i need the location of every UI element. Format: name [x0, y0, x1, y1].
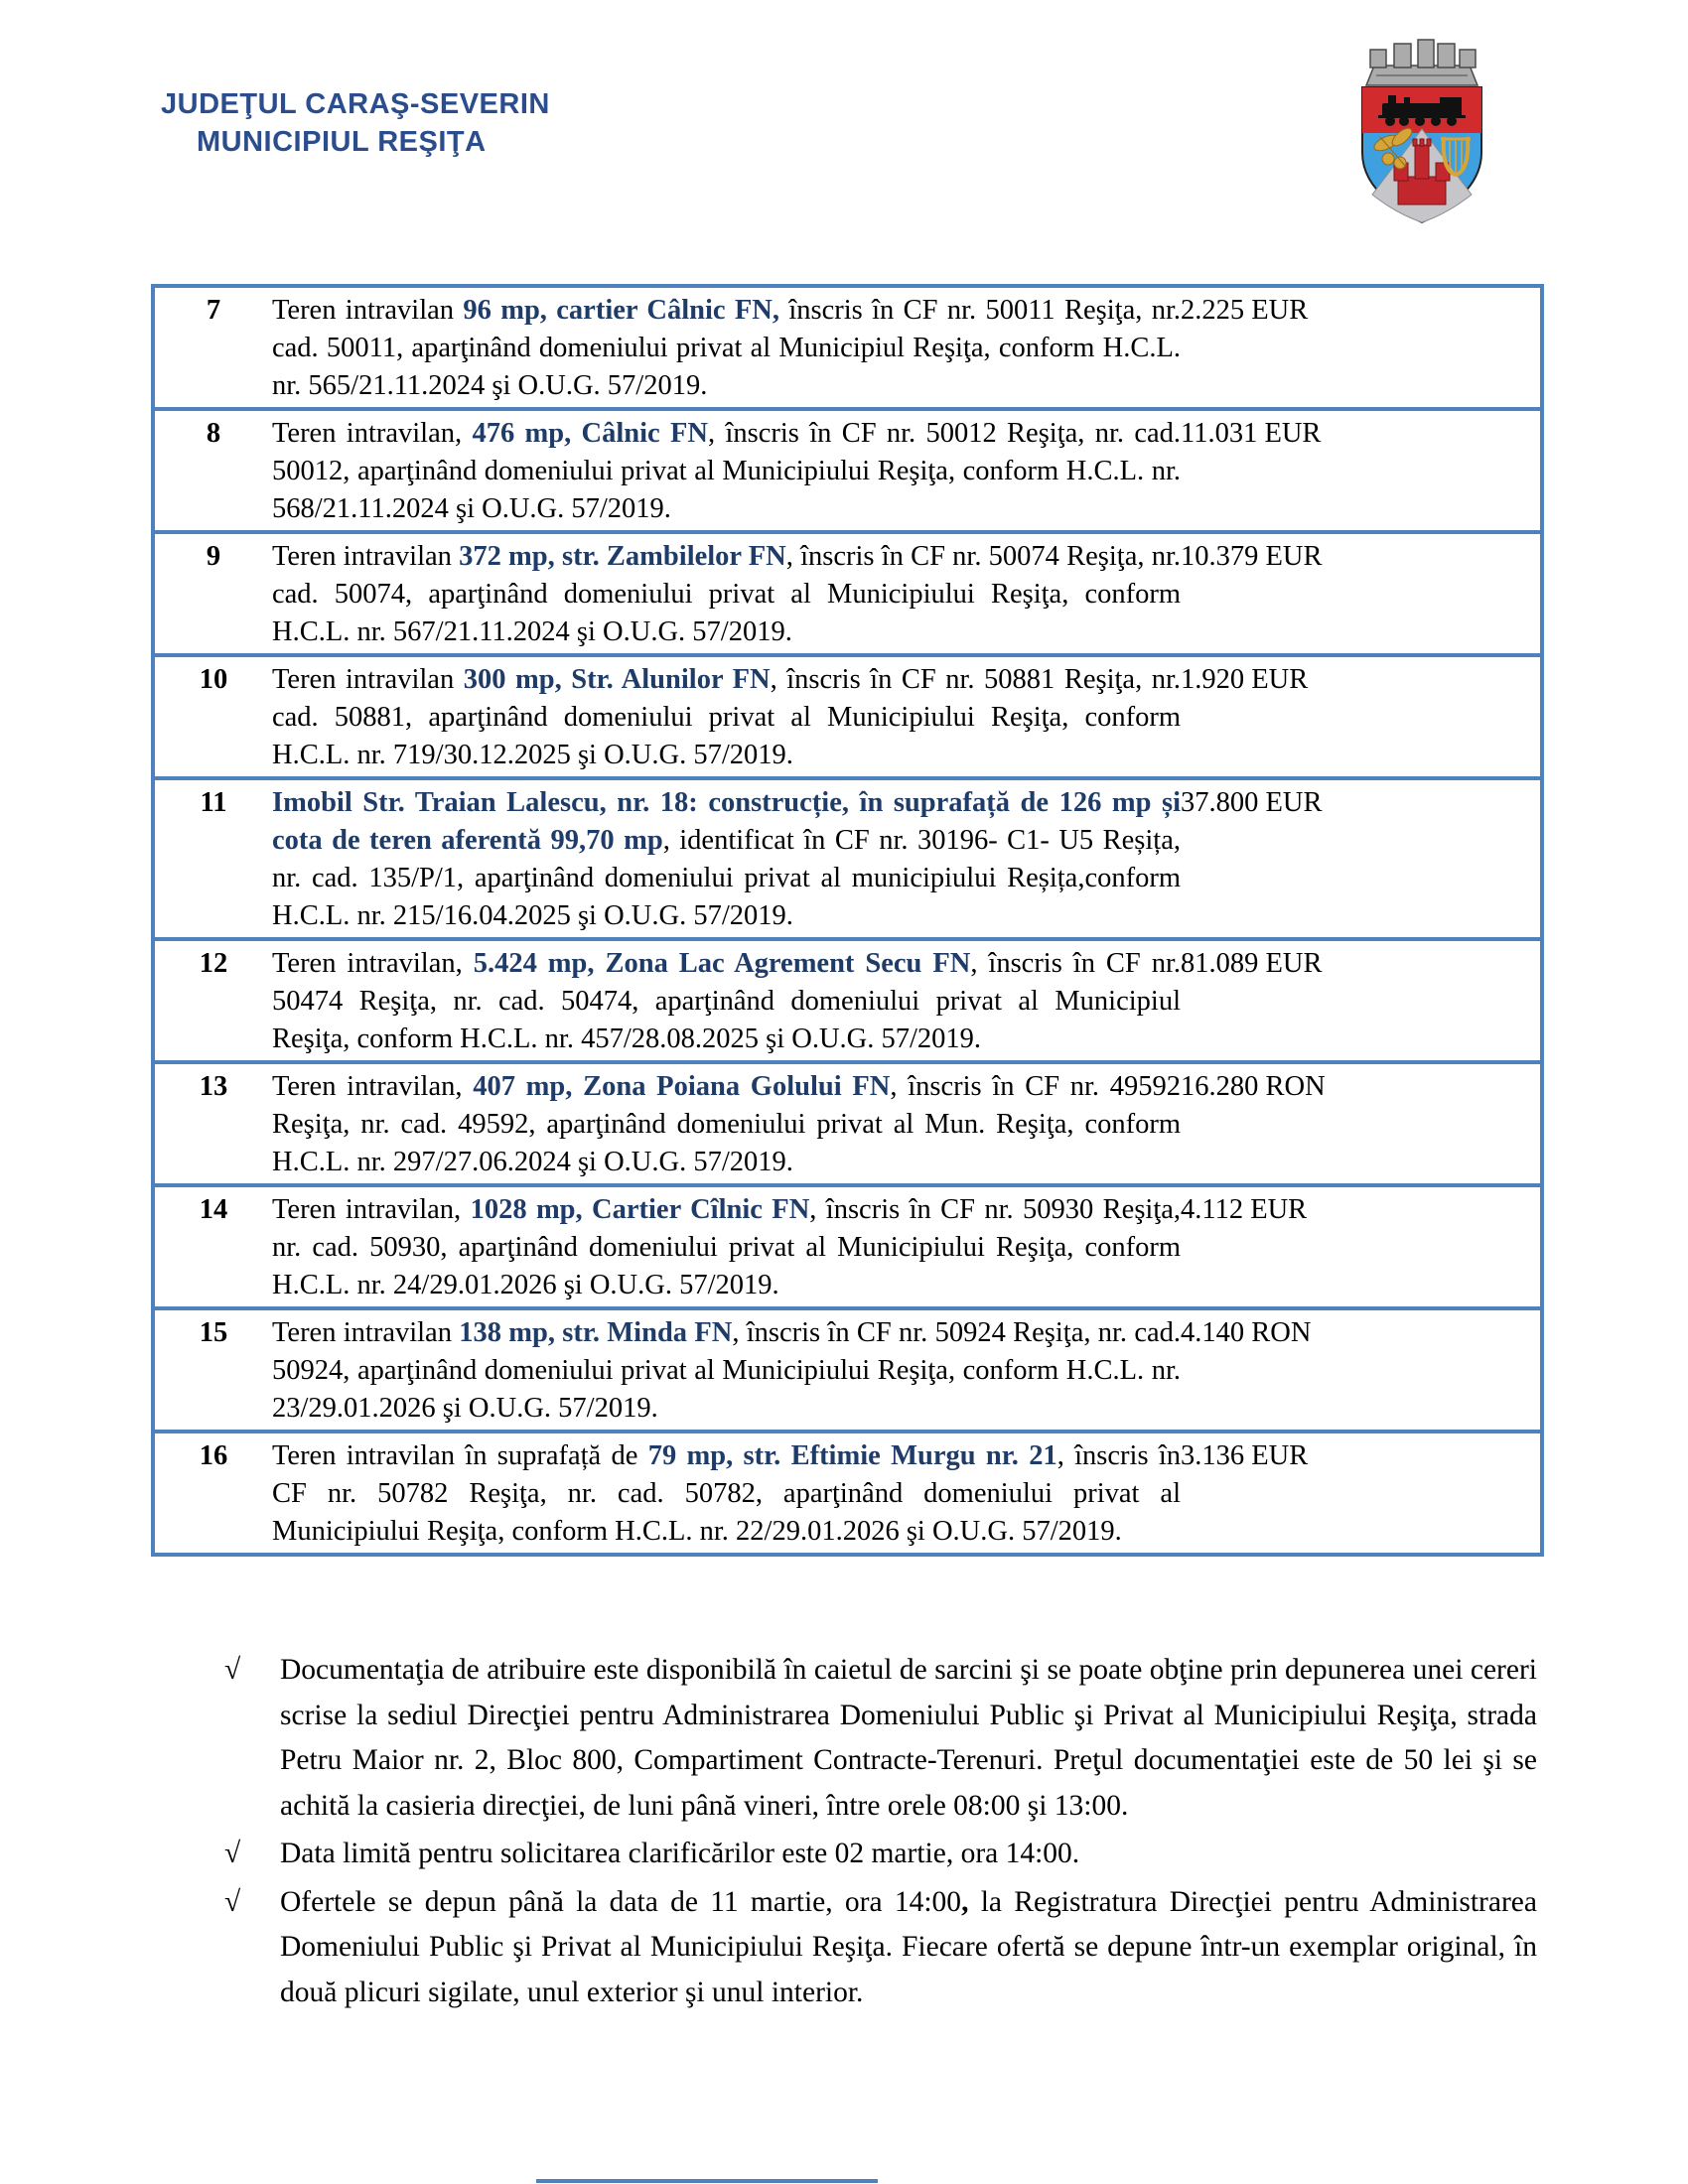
property-description: Teren intravilan 138 mp, str. Minda FN, înscris în CF nr. 50924 Reşiţa, nr. cad. 50924, aparţinând domeniului privat al Municipiului Reşiţa, conform H.C.L. nr. 23/29.01.2026 şi O.U.G. 57/2019.: [272, 1308, 1181, 1432]
price: 10.379 EUR: [1181, 532, 1542, 655]
price: 1.920 EUR: [1181, 655, 1542, 778]
table-row: [153, 409, 1542, 532]
row-number: 8: [153, 409, 272, 532]
property-description: Teren intravilan, 407 mp, Zona Poiana Golului FN, înscris în CF nr. 49592 Reşiţa, nr. cad. 49592, aparţinând domeniului privat al Mun. Reşiţa, conform H.C.L. nr. 297/27.06.2024 şi O.U.G. 57/2019.: [272, 1062, 1181, 1185]
table-row: [153, 1185, 1542, 1308]
row-number: 10: [153, 655, 272, 778]
notes-list: [224, 1648, 1537, 2018]
price: 2.225 EUR: [1181, 286, 1542, 409]
row-number: 14: [153, 1185, 272, 1308]
note-text: Documentaţia de atribuire este disponibilă în caietul de sarcini şi se poate obţine prin depunerea unei cereri scrise la sediul Direcţiei pentru Administrarea Domeniului Public şi Privat al Municipiului Reşiţa, strada Petru Maior nr. 2, Bloc 800, Compartiment Contracte-Terenuri. Preţul documentaţiei este de 50 lei şi se achită la casieria direcţiei, de luni până vineri, între orele 08:00 şi 13:00.: [280, 1654, 1537, 1822]
table-row: [153, 286, 1542, 409]
property-description: Imobil Str. Traian Lalescu, nr. 18: construcție, în suprafață de 126 mp și cota de teren aferentă 99,70 mp, identificat în CF nr. 30196- C1- U5 Reșița, nr. cad. 135/P/1, aparţinând domeniului privat al municipiului Reșița,conform H.C.L. nr. 215/16.04.2025 şi O.U.G. 57/2019.: [272, 778, 1181, 939]
property-table: [151, 284, 1544, 1557]
check-marker-icon: √: [224, 1838, 241, 1869]
municipality-name: MUNICIPIUL REŞIŢA: [197, 126, 487, 158]
table-row: [153, 655, 1542, 778]
price: 3.136 EUR: [1181, 1432, 1542, 1555]
table-row: [153, 778, 1542, 939]
property-description: Teren intravilan 96 mp, cartier Câlnic FN, înscris în CF nr. 50011 Reşiţa, nr. cad. 50011, aparţinând domeniului privat al Municipiul Reşiţa, conform H.C.L. nr. 565/21.11.2024 şi O.U.G. 57/2019.: [272, 286, 1181, 409]
list-item: [224, 1648, 1537, 1829]
price: 37.800 EUR: [1181, 778, 1542, 939]
letterhead: [161, 85, 550, 161]
price: 11.031 EUR: [1181, 409, 1542, 532]
row-number: 7: [153, 286, 272, 409]
property-description: Teren intravilan 300 mp, Str. Alunilor FN, înscris în CF nr. 50881 Reşiţa, nr. cad. 50881, aparţinând domeniului privat al Municipiului Reşiţa, conform H.C.L. nr. 719/30.12.2025 şi O.U.G. 57/2019.: [272, 655, 1181, 778]
table-row: [153, 532, 1542, 655]
property-description: Teren intravilan, 476 mp, Câlnic FN, înscris în CF nr. 50012 Reşiţa, nr. cad. 50012, aparţinând domeniului privat al Municipiului Reşiţa, conform H.C.L. nr. 568/21.11.2024 şi O.U.G. 57/2019.: [272, 409, 1181, 532]
row-number: 11: [153, 778, 272, 939]
price: 4.140 RON: [1181, 1308, 1542, 1432]
note-text: Data limită pentru solicitarea clarificărilor este 02 martie, ora 14:00.: [280, 1838, 1080, 1869]
property-description: Teren intravilan, 1028 mp, Cartier Cîlnic FN, înscris în CF nr. 50930 Reşiţa, nr. cad. 50930, aparţinând domeniului privat al Municipiului Reşiţa, conform H.C.L. nr. 24/29.01.2026 şi O.U.G. 57/2019.: [272, 1185, 1181, 1308]
price: 81.089 EUR: [1181, 939, 1542, 1062]
list-item: [224, 1832, 1537, 1877]
price: 4.112 EUR: [1181, 1185, 1542, 1308]
note-text: Ofertele se depun până la data de 11 martie, ora 14:00, la Registratura Direcţiei pentru Administrarea Domeniului Public şi Privat al Municipiului Reşiţa. Fiecare ofertă se depune într-un exemplar original, în două plicuri sigilate, unul exterior şi unul interior.: [280, 1885, 1537, 2008]
row-number: 15: [153, 1308, 272, 1432]
row-number: 12: [153, 939, 272, 1062]
coat-of-arms-icon: [1342, 26, 1501, 226]
price: 16.280 RON: [1181, 1062, 1542, 1185]
table-row: [153, 939, 1542, 1062]
row-number: 9: [153, 532, 272, 655]
county-name: JUDEŢUL CARAŞ-SEVERIN: [161, 88, 550, 120]
property-table-wrap: [151, 284, 1544, 1557]
mural-crown: [1366, 40, 1477, 85]
table-row: [153, 1062, 1542, 1185]
list-item: [224, 1880, 1537, 2016]
property-description: Teren intravilan în suprafață de 79 mp, str. Eftimie Murgu nr. 21, înscris în CF nr. 50782 Reşiţa, nr. cad. 50782, aparţinând domeniului privat al Municipiului Reşiţa, conform H.C.L. nr. 22/29.01.2026 şi O.U.G. 57/2019.: [272, 1432, 1181, 1555]
table-row: [153, 1432, 1542, 1555]
check-marker-icon: √: [224, 1885, 241, 1918]
check-marker-icon: √: [224, 1654, 241, 1686]
table-row: [153, 1308, 1542, 1432]
property-description: Teren intravilan, 5.424 mp, Zona Lac Agrement Secu FN, înscris în CF nr. 50474 Reşiţa, nr. cad. 50474, aparţinând domeniului privat al Municipiul Reşiţa, conform H.C.L. nr. 457/28.08.2025 şi O.U.G. 57/2019.: [272, 939, 1181, 1062]
property-description: Teren intravilan 372 mp, str. Zambilelor FN, înscris în CF nr. 50074 Reşiţa, nr. cad. 50074, aparţinând domeniului privat al Municipiului Reşiţa, conform H.C.L. nr. 567/21.11.2024 şi O.U.G. 57/2019.: [272, 532, 1181, 655]
row-number: 13: [153, 1062, 272, 1185]
page-cut-table-border: [536, 2179, 878, 2183]
row-number: 16: [153, 1432, 272, 1555]
